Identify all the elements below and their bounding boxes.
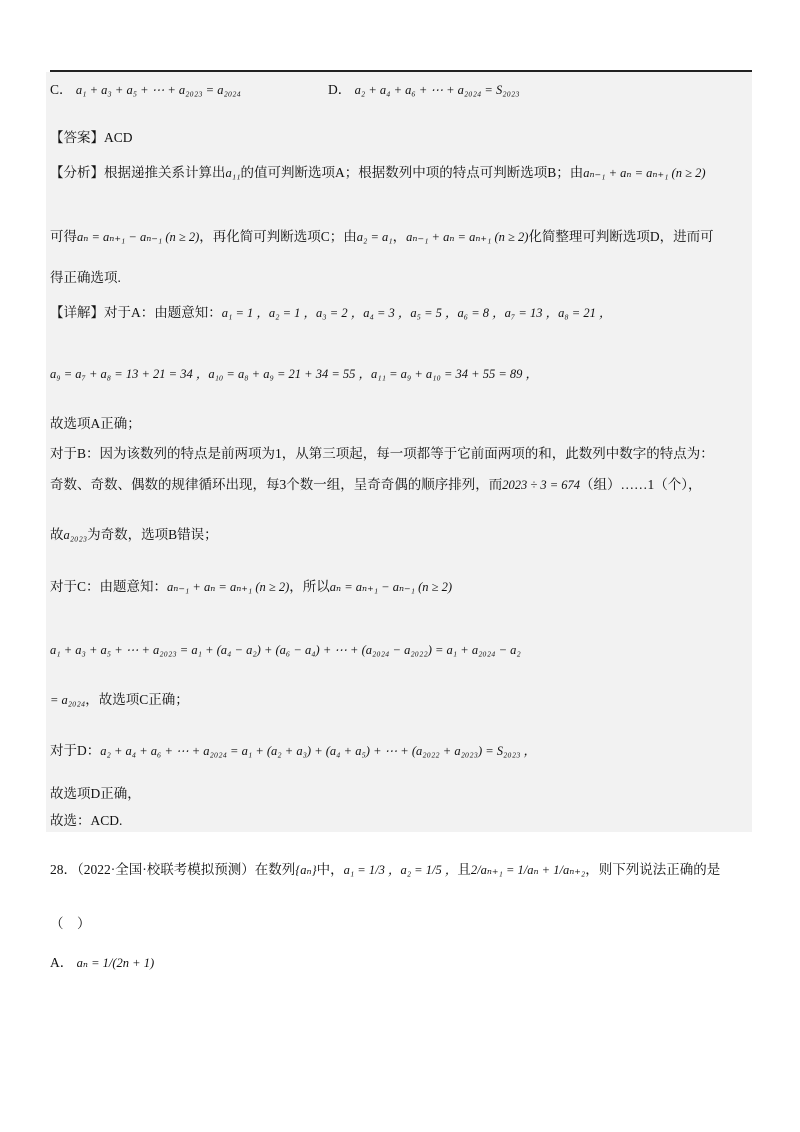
detail-text: 为奇数，选项B错误； xyxy=(87,527,218,542)
answer-blank: （ ） xyxy=(50,916,91,931)
detail-b-line-2 xyxy=(50,475,702,495)
analysis-text: ，再化简可判断选项C；由 xyxy=(199,229,357,244)
analysis-line-1 xyxy=(50,163,705,183)
detail-c-line-3 xyxy=(50,690,189,710)
detail-math: = a₂₀₂₄ xyxy=(50,693,86,707)
analysis-math: aₙ₋₁ + aₙ = aₙ₊₁ (n ≥ 2) xyxy=(406,230,529,244)
analysis-text: 的值可判断选项A；根据数列中项的特点可判断选项B；由 xyxy=(240,165,584,180)
detail-line-2 xyxy=(50,364,538,384)
analysis-math: aₙ₋₁ + aₙ = aₙ₊₁ (n ≥ 2) xyxy=(583,166,706,180)
detail-text: （组）……1（个）， xyxy=(580,477,702,492)
detail-a-conclusion: 故选项A正确； xyxy=(50,416,141,431)
option-a-expr: aₙ = 1/(2n + 1) xyxy=(76,956,155,970)
detail-b-line-1: 对于B：因为该数列的特点是前两项为1，从第三项起，每一项都等于它前面两项的和，此数列中数字的特点为： xyxy=(50,446,714,461)
detail-math: a₁ + a₃ + a₅ + ⋯ + a₂₀₂₃ = a₁ + (a₄ − a₂) + (a₆ − a₄) + ⋯ + (a₂₀₂₄ − a₂₀₂₂) = a₁ + a₂₀₂₄ − a₂ xyxy=(50,643,521,657)
analysis-text: ， xyxy=(392,229,407,244)
question-28-stem xyxy=(50,860,720,880)
question-text: ，则下列说法正确的是 xyxy=(585,862,721,877)
question-math: 2/aₙ₊₁ = 1/aₙ + 1/aₙ₊₂ xyxy=(470,863,586,877)
option-d-label: D． xyxy=(328,82,352,97)
final-choice: 故选：ACD. xyxy=(50,813,123,828)
detail-text: 故 xyxy=(50,527,64,542)
question-math: {aₙ} xyxy=(295,863,317,877)
option-c-label: C． xyxy=(50,82,73,97)
question-text: 28．（2022·全国·校联考模拟预测）在数列 xyxy=(50,862,296,877)
option-c xyxy=(50,80,241,100)
detail-math: 2023 ÷ 3 = 674 xyxy=(502,478,581,492)
detail-text: ，故选项C正确； xyxy=(85,692,189,707)
analysis-text: 化简整理可判断选项D，进而可 xyxy=(528,229,714,244)
question-text: 且 xyxy=(457,862,471,877)
analysis-line-2 xyxy=(50,227,714,247)
detail-d-conclusion: 故选项D正确， xyxy=(50,786,141,801)
detail-c-line-2 xyxy=(50,640,521,660)
detail-text: 【详解】对于A：由题意知： xyxy=(50,305,222,320)
question-text: 中， xyxy=(316,862,344,877)
detail-text: 对于D： xyxy=(50,743,101,758)
detail-math: a₂ + a₄ + a₆ + ⋯ + a₂₀₂₄ = a₁ + (a₂ + a₃) + (a₄ + a₅) + ⋯ + (a₂₀₂₂ + a₂₀₂₃) = S₂₀₂₃ ， xyxy=(100,744,537,758)
detail-math: aₙ = aₙ₊₁ − aₙ₋₁ (n ≥ 2) xyxy=(329,580,453,594)
detail-math: aₙ₋₁ + aₙ = aₙ₊₁ (n ≥ 2) xyxy=(167,580,290,594)
detail-d-line-1 xyxy=(50,741,536,761)
detail-math: a₂₀₂₃ xyxy=(63,528,88,542)
analysis-line-3: 得正确选项. xyxy=(50,270,121,285)
detail-math: a₉ = a₇ + a₈ = 13 + 21 = 34 ，a₁₀ = a₈ + a₉ = 21 + 34 = 55 ，a₁₁ = a₉ + a₁₀ = 34 + 55 = 89 ， xyxy=(50,367,539,381)
analysis-math: a₁₁ xyxy=(225,166,241,180)
detail-line-1 xyxy=(50,303,612,323)
question-28-option-a xyxy=(50,953,154,973)
detail-text: 对于C：由题意知： xyxy=(50,579,168,594)
analysis-text: 【分析】根据递推关系计算出 xyxy=(50,165,226,180)
answer-line: 【答案】ACD xyxy=(50,130,133,145)
detail-text: ，所以 xyxy=(289,579,330,594)
detail-c-line-1 xyxy=(50,577,452,597)
option-c-expr: a₁ + a₃ + a₅ + ⋯ + a₂₀₂₃ = a₂₀₂₄ xyxy=(75,83,241,97)
analysis-math: aₙ = aₙ₊₁ − aₙ₋₁ (n ≥ 2) xyxy=(77,230,200,244)
detail-b-line-3 xyxy=(50,525,218,545)
detail-math: a₁ = 1 ，a₂ = 1 ，a₃ = 2 ，a₄ = 3 ，a₅ = 5 ，a₆ = 8 ，a₇ = 13 ，a₈ = 21 ， xyxy=(221,306,612,320)
option-d-expr: a₂ + a₄ + a₆ + ⋯ + a₂₀₂₄ = S₂₀₂₃ xyxy=(354,83,520,97)
analysis-math: a₂ = a₁ xyxy=(356,230,393,244)
detail-text: 奇数、奇数、偶数的规律循环出现，每3个数一组，呈奇奇偶的顺序排列，而 xyxy=(50,477,503,492)
option-d xyxy=(328,80,520,100)
analysis-text: 可得 xyxy=(50,229,77,244)
question-math: a₁ = 1/3 ，a₂ = 1/5 ， xyxy=(343,863,458,877)
option-a-label: A． xyxy=(50,955,74,970)
